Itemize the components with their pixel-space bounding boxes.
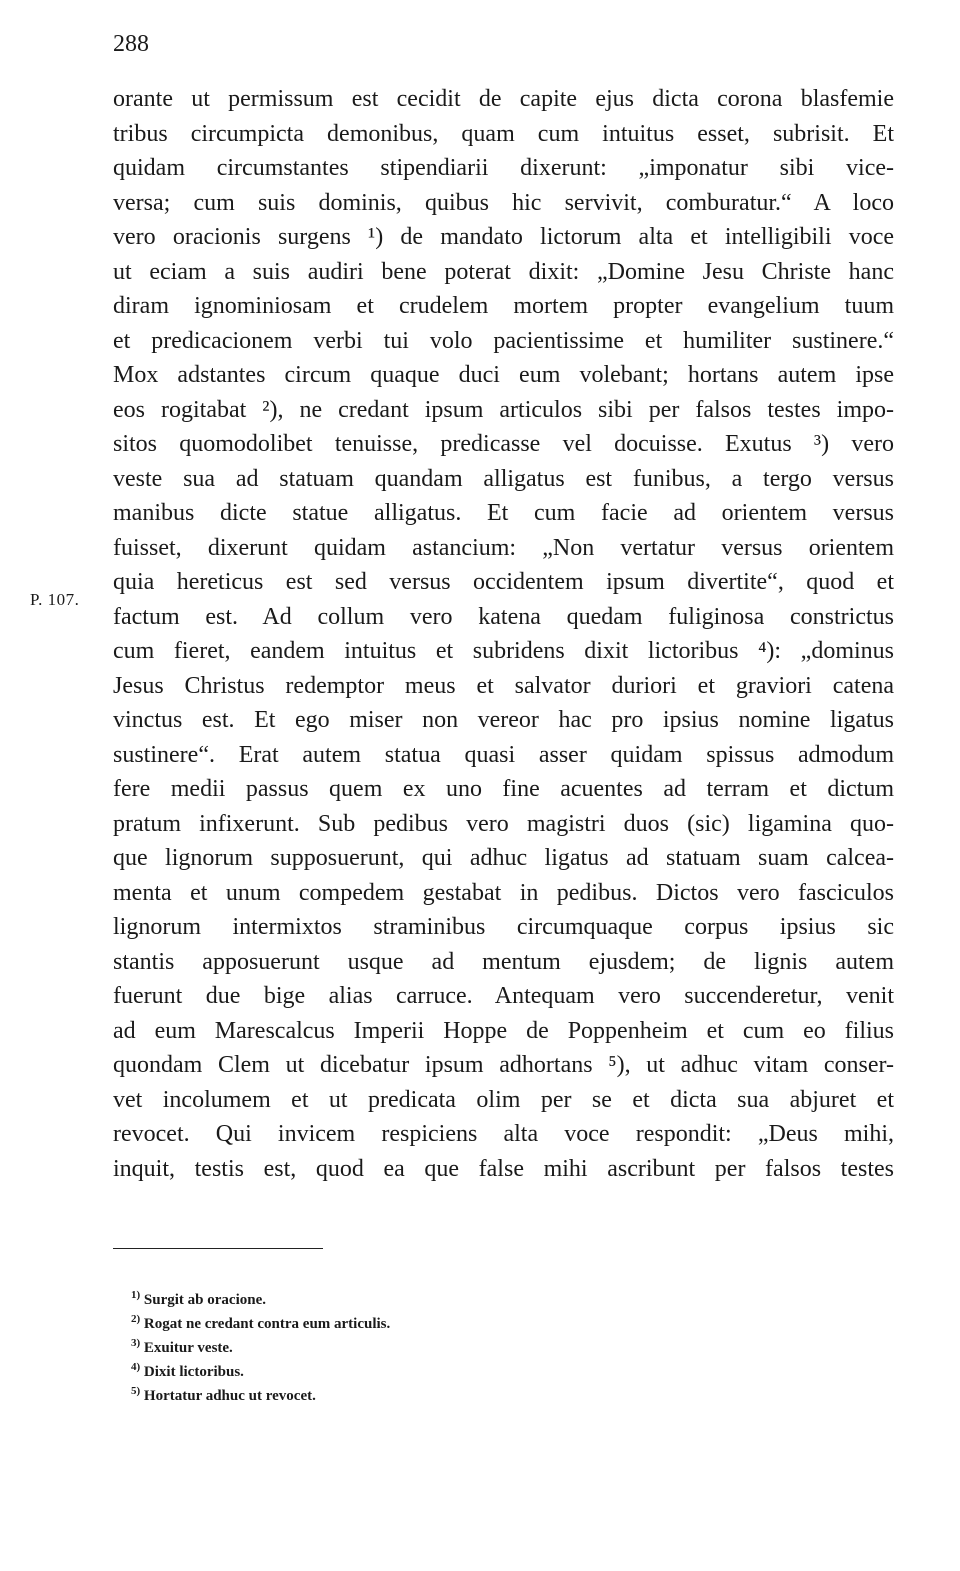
footnote (131, 1288, 390, 1312)
text-line: vet incolumem et ut predicata olim per se et dicta sua abjuret et (113, 1086, 894, 1113)
text-line: fuerunt due bige alias carruce. Antequam vero succenderetur, venit (113, 983, 894, 1009)
footnote-mark: 1) (131, 1289, 141, 1301)
text-line: Jesus Christus redemptor meus et salvator duriori et graviori catena (113, 672, 894, 699)
footnote-mark: 2) (131, 1313, 141, 1325)
footnote-text: Dixit lictoribus. (143, 1364, 244, 1380)
text-line: revocet. Qui invicem respiciens alta voce respondit: „Deus mihi, (113, 1121, 894, 1147)
text-line: tribus circumpicta demonibus, quam cum intuitus esset, subrisit. Et (113, 120, 894, 147)
text-line: inquit, testis est, quod ea que false mihi ascribunt per falsos testes (113, 1155, 894, 1182)
text-line: et predicacionem verbi tui volo pacientissime et humiliter sustinere.“ (113, 327, 894, 354)
text-line: menta et unum compedem gestabat in pedibus. Dictos vero fasciculos (113, 879, 894, 906)
footnote-separator-rule (113, 1248, 323, 1249)
text-line: quia hereticus est sed versus occidentem ipsum divertite“, quod et (113, 569, 894, 595)
text-line: pratum infixerunt. Sub pedibus vero magistri duos (sic) ligamina quo- (113, 810, 894, 837)
text-line: fere medii passus quem ex uno fine acuentes ad terram et dictum (113, 776, 894, 802)
text-line: stantis apposuerunt usque ad mentum ejusdem; de lignis autem (113, 948, 894, 975)
text-line: sitos quomodolibet tenuisse, predicasse vel docuisse. Exutus ³) vero (113, 431, 894, 457)
text-line: ut eciam a suis audiri bene poterat dixit: „Domine Jesu Christe hanc (113, 258, 894, 285)
footnote-mark: 5) (131, 1385, 141, 1397)
page-number: 288 (113, 31, 149, 57)
text-line: factum est. Ad collum vero katena quedam fuliginosa constrictus (113, 603, 894, 630)
text-line: quondam Clem ut dicebatur ipsum adhortans ⁵), ut adhuc vitam conser- (113, 1052, 894, 1078)
footnote (131, 1384, 390, 1408)
text-line: vinctus est. Et ego miser non vereor hac pro ipsius nomine ligatus (113, 707, 894, 733)
text-line: fuisset, dixerunt quidam astancium: „Non vertatur versus orientem (113, 534, 894, 561)
margin-page-reference: P. 107. (30, 590, 80, 609)
footnote (131, 1360, 390, 1384)
text-line: quidam circumstantes stipendiarii dixerunt: „imponatur sibi vice- (113, 155, 894, 181)
text-line: veste sua ad statuam quandam alligatus est funibus, a tergo versus (113, 465, 894, 492)
footnote (131, 1312, 390, 1336)
text-line: Mox adstantes circum quaque duci eum volebant; hortans autem ipse (113, 362, 894, 388)
text-line: sustinere“. Erat autem statua quasi asser quidam spissus admodum (113, 741, 894, 768)
text-line: orante ut permissum est cecidit de capite ejus dicta corona blasfemie (113, 86, 894, 112)
text-line: lignorum intermixtos straminibus circumquaque corpus ipsius sic (113, 914, 894, 940)
footnote-text: Rogat ne credant contra eum articulis. (143, 1316, 391, 1332)
footnotes (131, 1288, 390, 1408)
footnote-text: Exuitur veste. (143, 1340, 233, 1356)
text-line: diram ignominiosam et crudelem mortem propter evangelium tuum (113, 293, 894, 319)
footnote-mark: 3) (131, 1337, 141, 1349)
text-line: manibus dicte statue alligatus. Et cum facie ad orientem versus (113, 500, 894, 526)
footnote-text: Surgit ab oracione. (143, 1292, 267, 1308)
text-line: cum fieret, eandem intuitus et subridens dixit lictoribus ⁴): „dominus (113, 638, 894, 664)
footnote-text: Hortatur adhuc ut revocet. (143, 1388, 316, 1404)
body-text (113, 82, 894, 1186)
footnote (131, 1336, 390, 1360)
text-line: que lignorum supposuerunt, qui adhuc ligatus ad statuam suam calcea- (113, 845, 894, 871)
footnote-mark: 4) (131, 1361, 141, 1373)
text-line: versa; cum suis dominis, quibus hic servivit, comburatur.“ A loco (113, 189, 894, 216)
text-line: vero oracionis surgens ¹) de mandato lictorum alta et intelligibili voce (113, 224, 894, 250)
text-line: eos rogitabat ²), ne credant ipsum articulos sibi per falsos testes impo- (113, 396, 894, 423)
text-line: ad eum Marescalcus Imperii Hoppe de Poppenheim et cum eo filius (113, 1017, 894, 1044)
